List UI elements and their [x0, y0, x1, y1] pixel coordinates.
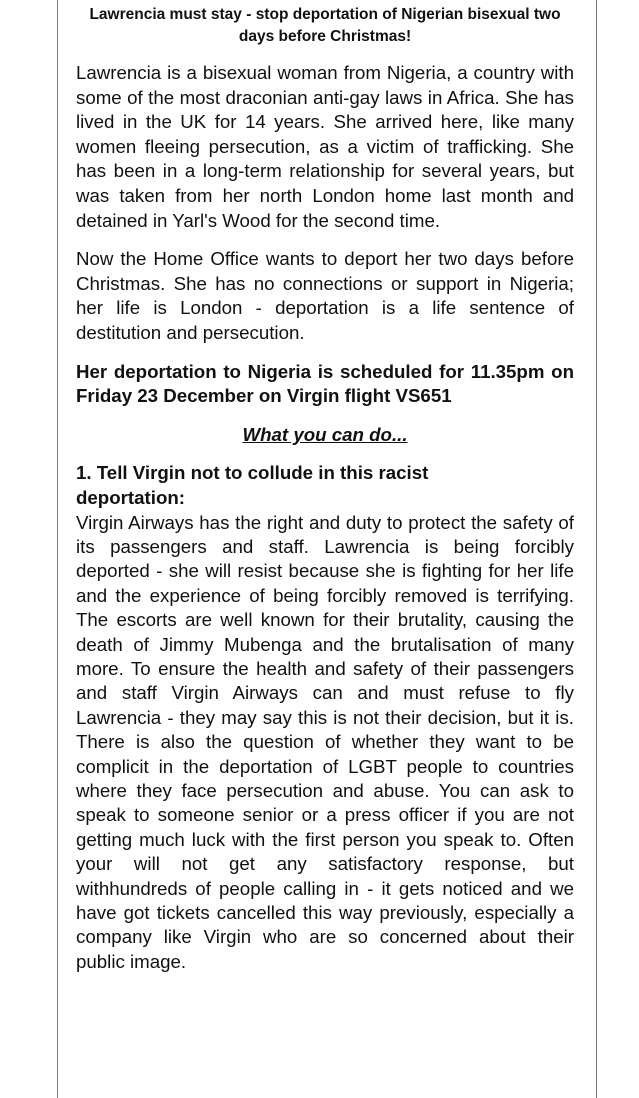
intro-paragraph: Lawrencia is a bisexual woman from Nigeria, a country with some of the most draconian anti-gay laws in Africa. She has lived in the UK for 14 years. She arrived here, like many women fleeing persecution, as a victim of trafficking. She has been in a long-term relationship for several years, but was taken from her north London home last month and detained in Yarl's Wood for the second time.	[76, 62, 574, 231]
action-1-body: Virgin Airways has the right and duty to protect the safety of its passengers and staff. Lawrencia is being forcibly deported - she will resist because she is fighting for her life and the experience of being forcibly removed is terrifying. The escorts are well known for their brutality, causing the death of Jimmy Mubenga and the brutalisation of many more. To ensure the health and safety of their passengers and staff Virgin Airways can and must refuse to fly Lawrencia - they may say this is not their decision, but it is. There is also the question of whether they want to be complicit in the deportation of LGBT people to countries where they face persecution and abuse. You can ask to speak to someone senior or a press officer if you are not getting much luck with the first person you speak to. Often your will not get any satisfactory response, but withhundreds of people calling in - it gets noticed and we have got tickets cancelled this way previously, especially a company like Virgin who are so concerned about their public image.	[76, 511, 574, 972]
schedule-notice: Her deportation to Nigeria is scheduled for 11.35pm on Friday 23 December on Virgin flight VS651	[76, 360, 574, 407]
document-content	[76, 4, 574, 974]
action-heading: What you can do...	[242, 423, 408, 445]
action-1-heading: 1. Tell Virgin not to collude in this racist deportation:	[76, 462, 429, 508]
deportation-paragraph: Now the Home Office wants to deport her two days before Christmas. She has no connections or support in Nigeria; her life is London - deportation is a life sentence of destitution and persecution.	[76, 248, 574, 343]
document-title: Lawrencia must stay - stop deportation of Nigerian bisexual two days before Christmas!	[89, 6, 561, 45]
